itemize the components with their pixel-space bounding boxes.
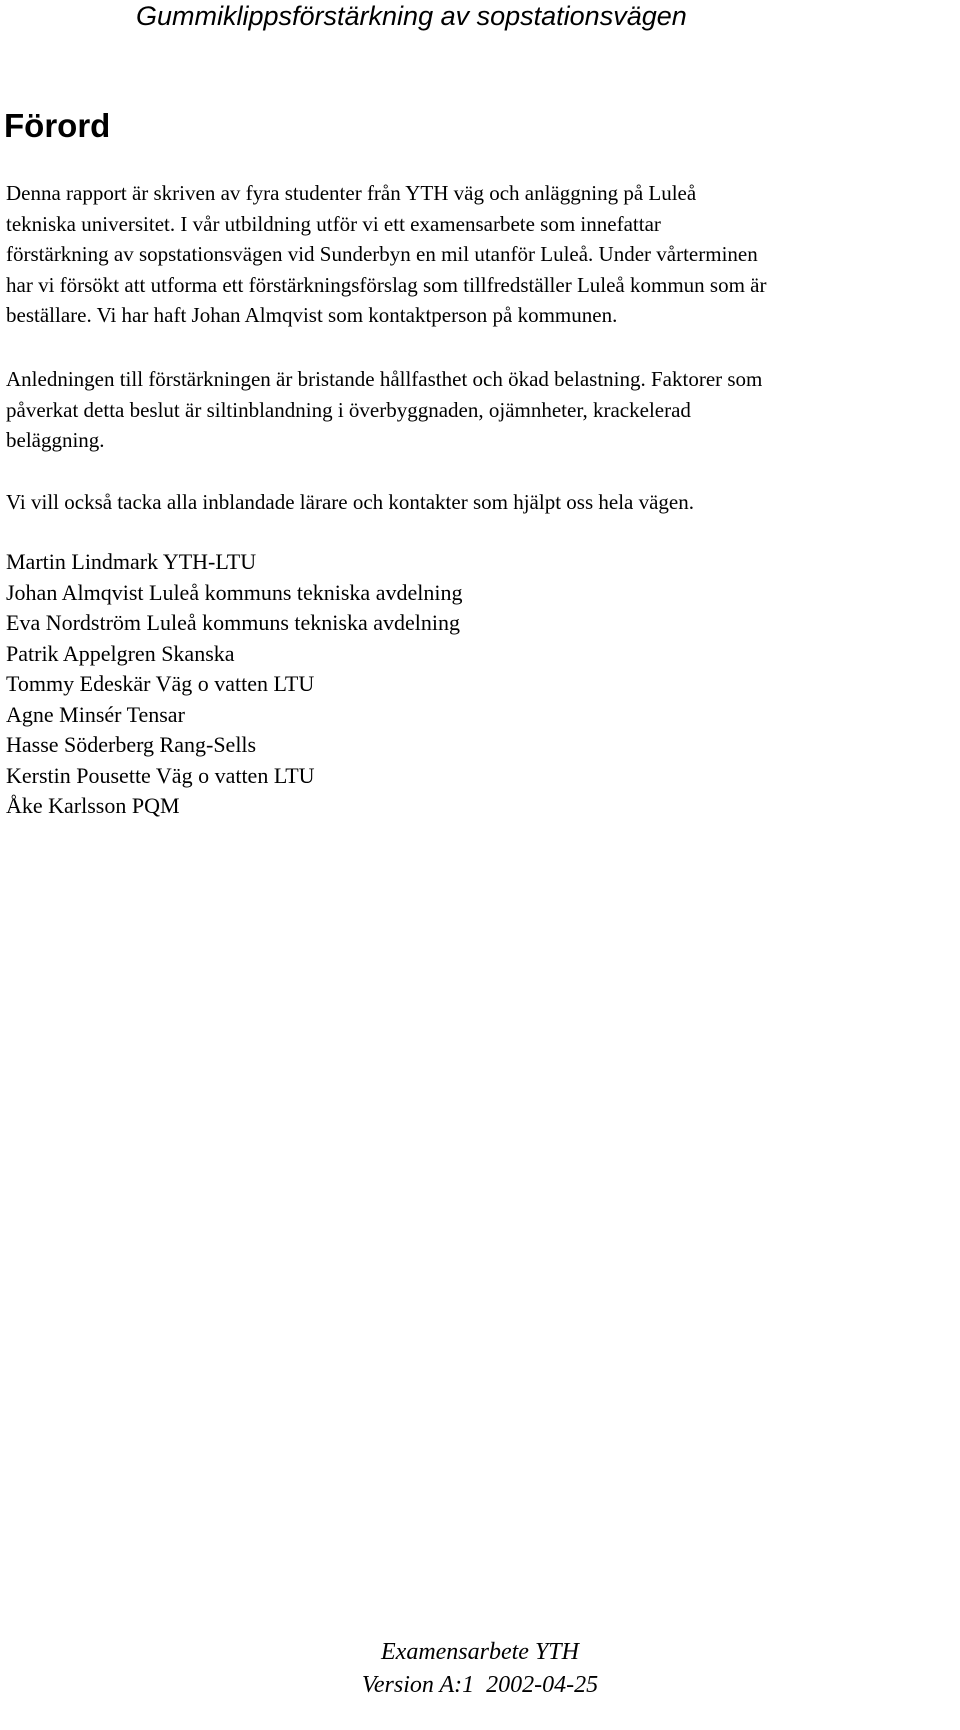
paragraph-line: Anledningen till förstärkningen är bristande hållfasthet och ökad belastning. Faktorer som: [6, 367, 763, 391]
paragraph-line: påverkat detta beslut är siltinblandning i överbyggnaden, ojämnheter, krackelerad: [6, 397, 691, 422]
contact-item: Tommy Edeskär Väg o vatten LTU: [6, 671, 315, 696]
paragraph-line: tekniska universitet. I vår utbildning utför vi ett examensarbete som innefattar: [6, 211, 661, 236]
paragraph-line: Vi vill också tacka alla inblandade lärare och kontakter som hjälpt oss hela vägen.: [6, 490, 694, 514]
footer-title: Examensarbete YTH: [381, 1639, 579, 1665]
contact-item: Eva Nordström Luleå kommuns tekniska avdelning: [6, 610, 460, 635]
paragraph-thanks: [6, 487, 956, 518]
contact-item: Patrik Appelgren Skanska: [6, 640, 235, 666]
contact-item: Kerstin Pousette Väg o vatten LTU: [6, 762, 315, 788]
paragraph-line: beställare. Vi har haft Johan Almqvist som kontaktperson på kommunen.: [6, 303, 618, 327]
paragraph-line: förstärkning av sopstationsvägen vid Sunderbyn en mil utanför Luleå. Under vårterminen: [6, 242, 758, 266]
running-header: Gummiklippsförstärkning av sopstationsvägen: [136, 1, 687, 31]
page-footer: [0, 1636, 960, 1702]
contact-list: [6, 547, 462, 822]
contact-item: Martin Lindmark YTH-LTU: [6, 549, 257, 574]
footer-version: Version A:1 2002-04-25: [361, 1672, 599, 1698]
contact-item: Åke Karlsson PQM: [6, 793, 180, 818]
paragraph-line: Denna rapport är skriven av fyra studenter från YTH väg och anläggning på Luleå: [6, 181, 697, 205]
contact-item: Hasse Söderberg Rang-Sells: [6, 732, 257, 757]
contact-item: Agne Minsér Tensar: [6, 701, 185, 727]
paragraph-intro: [6, 178, 956, 331]
contact-item: Johan Almqvist Luleå kommuns tekniska avdelning: [6, 579, 463, 605]
paragraph-line: har vi försökt att utforma ett förstärkningsförslag som tillfredställer Luleå kommun som är: [6, 272, 767, 297]
page-title: Förord: [4, 107, 111, 144]
paragraph-reason: [6, 364, 956, 456]
paragraph-line: beläggning.: [6, 428, 105, 452]
